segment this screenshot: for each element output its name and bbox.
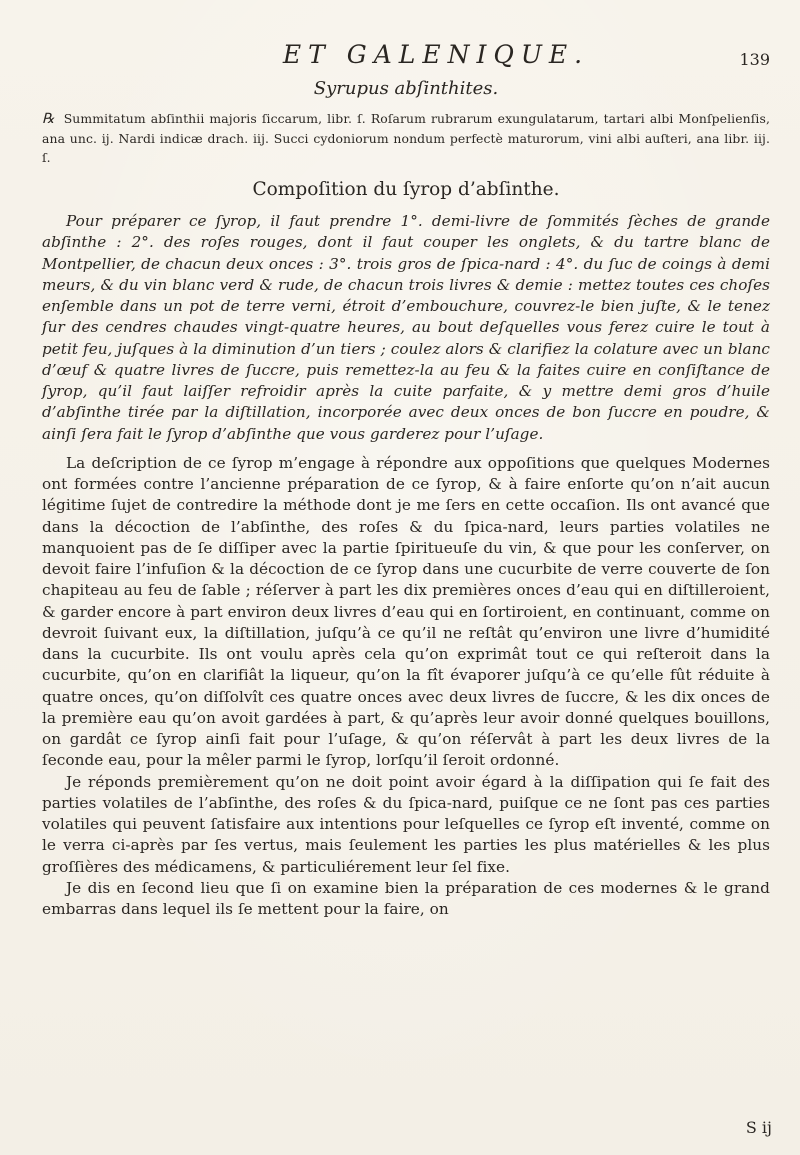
- page-number: 139: [739, 50, 770, 69]
- commentary-paragraph-1: La deſcription de ce ſyrop m’engage à répondre aux oppoſitions que quelques Modernes ont formées contre l’ancienne préparation de ce ſyrop, & à faire enſorte qu’on n’ait aucun légitime ſujet de contredire la méthode dont je me ſers en cette occaſion. Ils ont avancé que dans la décoction de l’abſinthe, des roſes & du ſpica-nard, leurs parties volatiles ne manquoient pas de ſe diſſiper avec la partie ſpiritueuſe du vin, & que pour les conſerver, on devoit faire l’infuſion & la décoction de ce ſyrop dans une cucurbite de verre couverte de ſon chapiteau au feu de ſable ; réſerver à part les dix premières onces d’eau qui en diſtilleroient, & garder encore à part environ deux livres d’eau qui en ſortiroient, en continuant, comme on devroit ſuivant eux, la diſtillation, juſqu’à ce qu’il ne reſtât qu’environ une livre d’humidité dans la cucurbite. Ils ont voulu après cela qu’on exprimât tout ce qui reſteroit dans la cucurbite, qu’on en clarifiât la liqueur, qu’on la fît évaporer juſqu’à ce qu’elle fût réduite à quatre onces, qu’on diſſolvît ces quatre onces avec deux livres de ſuccre, & les dix onces de la première eau qu’on avoit gardées à part, & qu’après leur avoir donné quelques bouillons, on gardât ce ſyrop ainſi fait pour l’uſage, & qu’on réſervât à part les deux livres de la ſeconde eau, pour la mêler parmi le ſyrop, lorſqu’il ſeroit ordonné.: [42, 453, 770, 770]
- commentary-paragraph-3: Je dis en ſecond lieu que ſi on examine bien la préparation de ces modernes & le grand embarras dans lequel ils ſe mettent pour la faire, on: [42, 878, 770, 918]
- signature-mark: S ij: [745, 1118, 772, 1137]
- recipe-symbol-icon: ℞: [42, 111, 55, 127]
- ingredients-paragraph: [42, 109, 770, 167]
- recipe-title: Syrupus abſinthites.: [313, 78, 499, 99]
- composition-heading: Compoſition du ſyrop d’abſinthe.: [252, 179, 560, 200]
- commentary-paragraph-2: Je réponds premièrement qu’on ne doit point avoir égard à la diſſipation qui ſe fait des parties volatiles de l’abſinthe, des roſes & du ſpica-nard, puiſque ce ne ſont pas ces parties volatiles qui peuvent ſatisfaire aux intentions pour leſquelles ce ſyrop eſt inventé, comme on le verra ci-après par ſes vertus, mais ſeulement les parties les plus matérielles & les plus groſſières des médicamens, & particuliérement leur ſel fixe.: [42, 772, 770, 876]
- running-title: ET GALENIQUE.: [282, 40, 590, 69]
- running-head: [42, 38, 770, 74]
- ingredients-text: Summitatum abſinthii majoris ſiccarum, libr. ſ. Roſarum rubrarum exungulatarum, tartari albi Monſpelienſis, ana unc. ij. Nardi indicæ drach. iij. Succi cydoniorum nondum perfectè maturorum, vini albi auſteri, ana libr. iij. ſ.: [42, 111, 770, 165]
- preparation-paragraph: Pour préparer ce ſyrop, il faut prendre 1°. demi-livre de ſommités ſèches de grande abſinthe : 2°. des roſes rouges, dont il faut couper les onglets, & du tartre blanc de Montpellier, de chacun deux onces : 3°. trois gros de ſpica-nard : 4°. du ſuc de coings à demi meurs, & du vin blanc verd & rude, de chacun trois livres & demie : mettez toutes ces choſes enſemble dans un pot de terre verni, étroit d’embouchure, couvrez-le bien juſte, & le tenez ſur des cendres chaudes vingt-quatre heures, au bout deſquelles vous ferez cuire le tout à petit feu, juſques à la diminution d’un tiers ; coulez alors & clarifiez la colature avec un blanc d’œuf & quatre livres de ſuccre, puis remettez-la au feu & la faites cuire en conſiſtance de ſyrop, qu’il faut laiſſer refroidir après la cuite parfaite, & y mettre demi gros d’huile d’abſinthe tirée par la diſtillation, incorporée avec deux onces de bon ſuccre en poudre, & ainſi ſera fait le ſyrop d’abſinthe que vous garderez pour l’uſage.: [42, 212, 770, 443]
